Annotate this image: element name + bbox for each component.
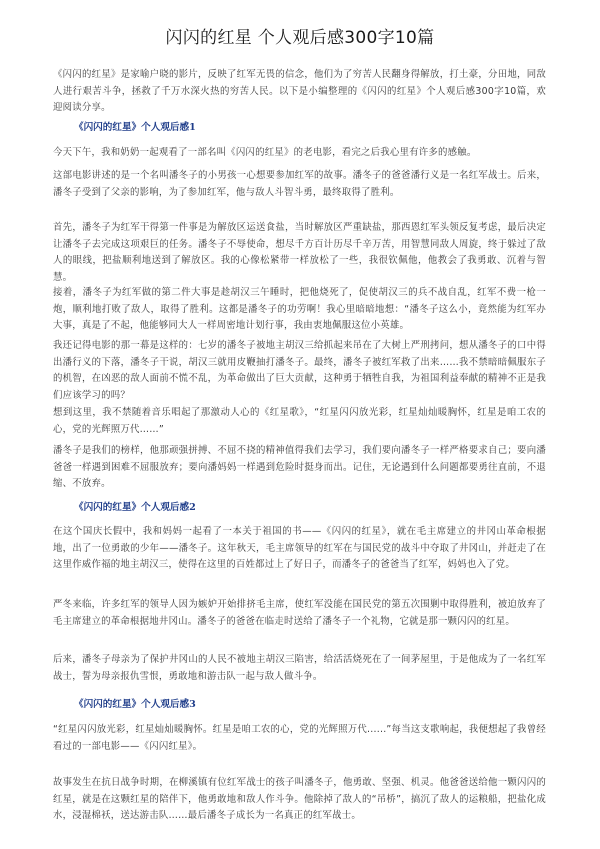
section-2-paragraph-3: 后来，潘冬子母亲为了保护井冈山的人民不被地主胡汉三陷害，给活活烧死在了一间茅屋里，于是他成为了一名红军战士，誓为母亲报仇雪恨，勇敢地和游击队一起与敌人做斗争。 [53,654,546,682]
section-3-paragraph-2: 故事发生在抗日战争时期，在柳溪镇有位红军战士的孩子叫潘冬子，他勇敢、坚强、机灵。他爸爸送给他一颗闪闪的红星，就是在这颗红星的陪伴下，他勇敢地和敌人作斗争。他除掉了敌人的“吊桥”，搞沉了敌人的运粮船，把盐化成水，浸湿棉袄，送达游击队……最后潘冬子成长为一名真正的红军战士。 [53,777,546,821]
section-heading-3: 《闪闪的红星》个人观后感3 [74,699,196,710]
document-title: 闪闪的红星 个人观后感300字10篇 [165,28,435,48]
section-2-paragraph-2: 严冬来临，许多红军的领导人因为嫉妒开始排挤毛主席，使红军没能在国民党的第五次围剿中取得胜利，被迫放弃了毛主席建立的革命根据地井冈山。潘冬子的爸爸在临走时送给了潘冬子一个礼物，它就是那一颗闪闪的红星。 [53,599,546,627]
section-2-paragraph-1: 在这个国庆长假中，我和妈妈一起看了一本关于祖国的书——《闪闪的红星》，就在毛主席建立的井冈山革命根据地，出了一位勇敢的少年——潘冬子。这年秋天，毛主席领导的红军在与国民党的战斗中夺取了井冈山，并赶走了在这里作威作福的地主胡汉三，使得在这里的百姓都过上了好日子，而潘冬子的爸爸当了红军，妈妈也入了党。 [53,526,546,570]
section-3-paragraph-1: “红星闪闪放光彩，红星灿灿暖胸怀。红星是咱工农的心，党的光辉照万代......”每当这支歌响起，我便想起了我曾经看过的一部电影——《闪闪红星》。 [53,724,546,752]
section-1-paragraph-3: 首先，潘冬子为红军干得第一件事是为解放区运送食盐，当时解放区严重缺盐，那西恩红军头领反复考虑，最后决定让潘冬子去完成这项艰巨的任务。潘冬子不辱使命，想尽千方百计历尽千辛万苦，用智慧同敌人周旋，终于躲过了敌人的眼线，把盐顺利地送到了解放区。我的心像松紧带一样放松了一些，我很钦佩他，他教会了我勇敢、沉着与智慧。 [53,222,546,283]
section-heading-1: 《闪闪的红星》个人观后感1 [74,122,196,133]
section-1-paragraph-2: 这部电影讲述的是一个名叫潘冬子的小男孩一心想要参加红军的故事。潘冬子的爸爸潘行义是一名红军战士。后来，潘冬子受到了父亲的影响，为了参加红军，他与敌人斗智斗勇，最终取得了胜利。 [53,170,546,198]
section-heading-2: 《闪闪的红星》个人观后感2 [74,502,196,513]
section-1-paragraph-7: 潘冬子是我们的榜样，他那顽强拼搏、不屈不挠的精神值得我们去学习，我们要向潘冬子一样严格要求自己；要向潘爸爸一样遇到困难不屈服放弃；要向潘妈妈一样遇到危险时挺身而出。记住，无论遇到什么问题都要勇往直前，不退缩、不放弃。 [53,445,546,489]
section-1-paragraph-5: 我还记得电影的那一幕是这样的：七岁的潘冬子被地主胡汉三给抓起来吊在了大树上严刑拷问，想从潘冬子的口中得出潘行义的下落，潘冬子干说，胡汉三就用皮鞭抽打潘冬子。最终，潘冬子被红军救了出来……我不禁暗暗佩服东子的机智，在凶恶的敌人面前不慌不乱，为革命做出了巨大贡献，这种勇于牺牲自我，为祖国利益奉献的精神不正是我们应该学习的吗？ [53,340,546,401]
section-1-paragraph-1: 今天下午，我和奶奶一起观看了一部名叫《闪闪的红星》的老电影，看完之后我心里有许多的感触。 [53,147,477,158]
section-1-paragraph-4: 接着，潘冬子为红军做的第二件大事是趁胡汉三午睡时，把他烧死了，促使胡汉三的兵不战自乱，红军不费一枪一炮，顺利地打败了敌人，取得了胜利。这都是潘冬子的功劳啊！我心里暗暗地想：“潘冬子这么小，竟然能为红军办大事，真是了不起，他能够同大人一样周密地计划行事，我由衷地佩服这位小英雄。 [53,287,546,331]
intro-paragraph: 《闪闪的红星》是家喻户晓的影片，反映了红军无畏的信念，他们为了穷苦人民翻身得解放，打土豪，分田地，同敌人进行艰苦斗争，拯救了千万水深火热的穷苦人民。以下是小编整理的《闪闪的红星》个人观后感300字10篇，欢迎阅读分享。 [53,69,546,113]
section-1-paragraph-6: 想到这里，我不禁随着音乐唱起了那激动人心的《红星歌》，“红星闪闪放光彩，红星灿灿暖胸怀，红星是咱工农的心，党的光辉照万代……” [53,407,546,435]
